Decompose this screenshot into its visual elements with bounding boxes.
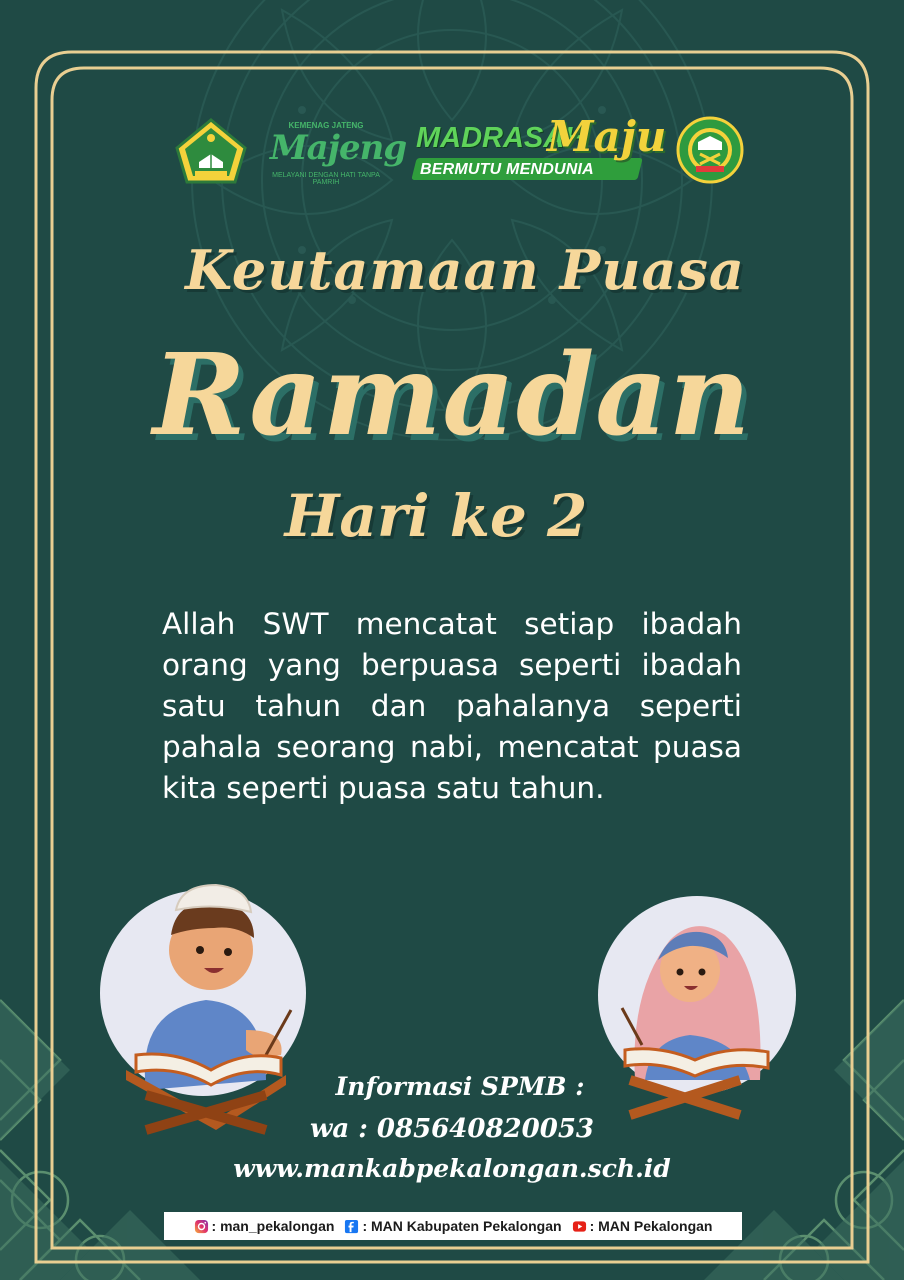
majeng-script-text: Majeng xyxy=(270,128,407,168)
logo-row xyxy=(0,112,904,192)
majeng-logo xyxy=(270,116,407,186)
madrasah-word: MADRASAH xyxy=(416,122,586,154)
majeng-top-text: KEMENAG JATENG xyxy=(288,121,364,130)
facebook-label: : MAN Kabupaten Pekalongan xyxy=(362,1218,562,1234)
social-youtube xyxy=(572,1218,713,1234)
maju-word: Maju xyxy=(547,112,667,161)
madrasah-tagline: BERMUTU MENDUNIA xyxy=(420,161,594,178)
instagram-icon xyxy=(194,1219,209,1234)
instagram-label: : man_pekalongan xyxy=(211,1218,335,1234)
title-line-3: Hari ke 2 xyxy=(284,482,588,550)
social-instagram xyxy=(194,1218,335,1234)
social-media-bar xyxy=(164,1212,742,1240)
man-pekalongan-emblem-icon xyxy=(676,116,744,184)
kementerian-agama-emblem-icon xyxy=(175,118,247,184)
boy-reading-quran-illustration xyxy=(96,880,316,1140)
youtube-icon xyxy=(572,1219,587,1234)
body-paragraph: Allah SWT mencatat setiap ibadah orang yang berpuasa seperti ibadah satu tahun dan pahalanya seperti pahala seorang nabi, mencatat puasa kita seperti puasa satu tahun. xyxy=(162,607,742,805)
madrasah-maju-logo xyxy=(412,112,667,184)
social-facebook xyxy=(344,1218,561,1234)
spmb-website: www.mankabpekalongan.sch.id xyxy=(233,1154,671,1183)
spmb-whatsapp: wa : 085640820053 xyxy=(309,1114,595,1144)
title-line-2: Ramadan xyxy=(152,330,752,461)
facebook-icon xyxy=(344,1219,359,1234)
title-line-1: Keutamaan Puasa xyxy=(185,238,745,302)
youtube-label: : MAN Pekalongan xyxy=(589,1218,713,1234)
majeng-bottom-text: MELAYANI DENGAN HATI TANPA PAMRIH xyxy=(272,172,380,186)
spmb-info-heading: Informasi SPMB : xyxy=(335,1072,585,1101)
